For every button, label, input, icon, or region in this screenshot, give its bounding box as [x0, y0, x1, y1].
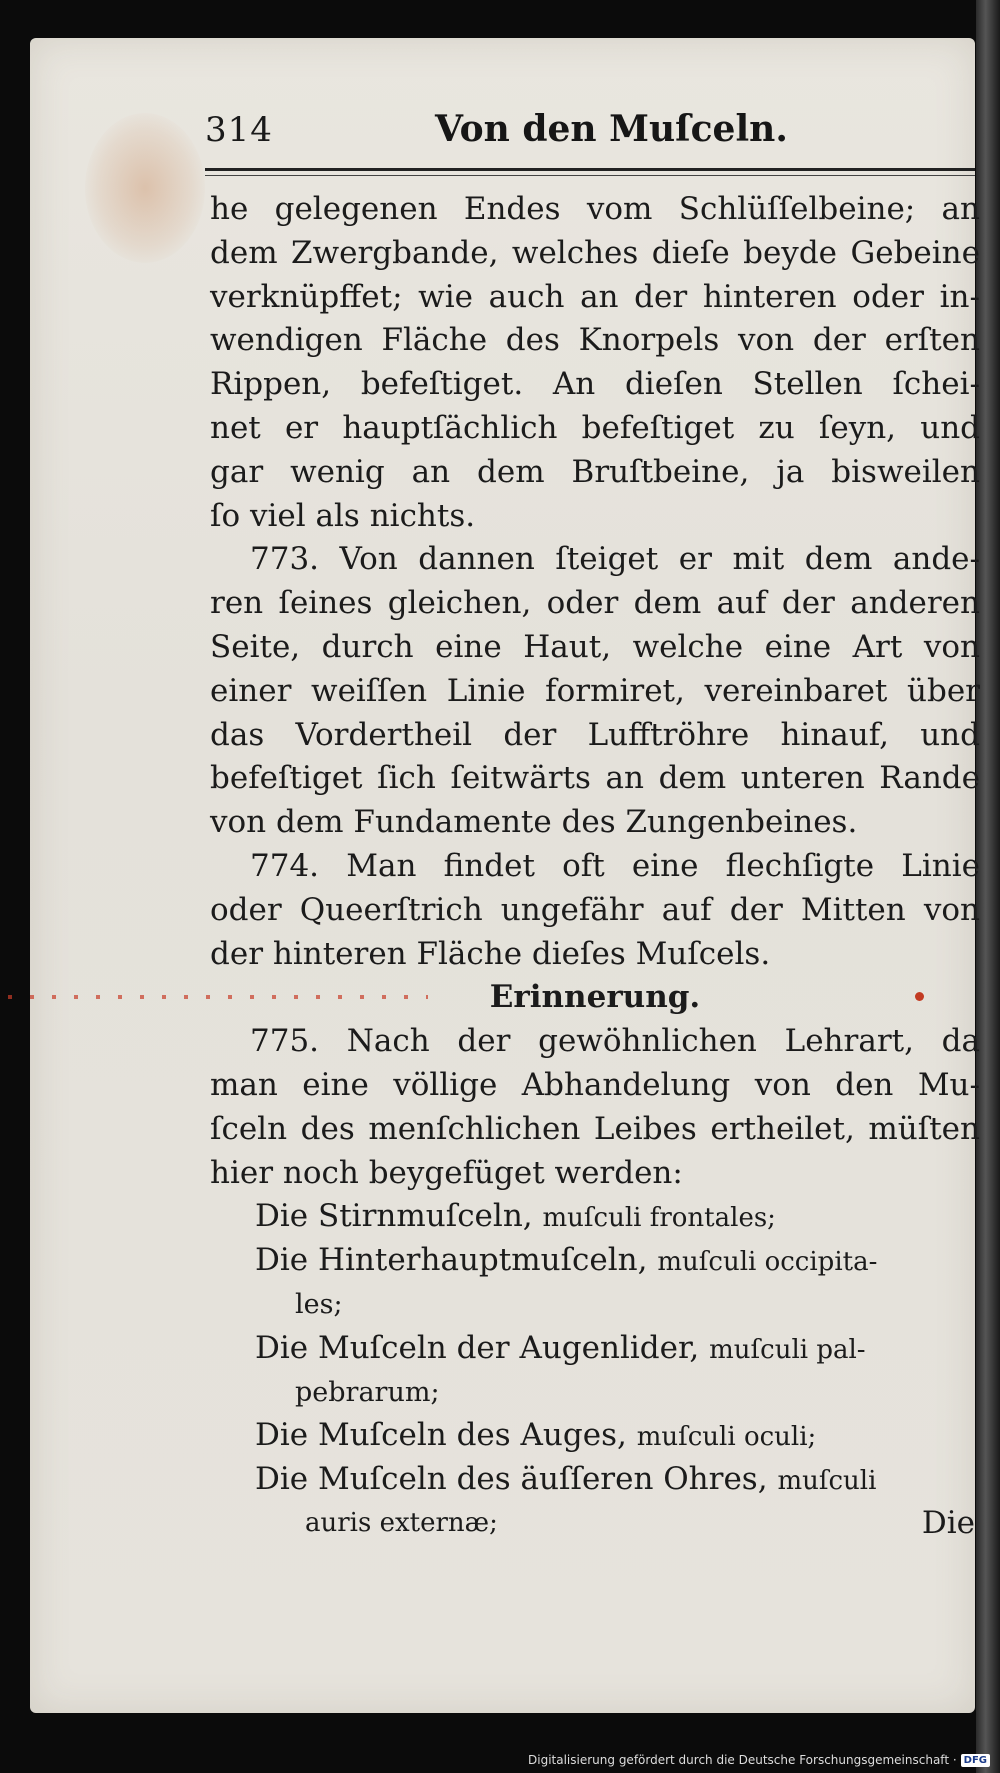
list-item-german: Die Muſceln des äuſſeren Ohres,: [255, 1461, 768, 1498]
list-item-continuation: pebrarum;: [295, 1376, 440, 1408]
text-line: wendigen Fläche des Knorpels von der erſten: [210, 322, 980, 359]
text-line: verknüpffet; wie auch an der hinteren oder in-: [210, 278, 980, 315]
list-item-continuation: les;: [295, 1288, 343, 1320]
text-line: der hinteren Fläche dieſes Muſcels.: [210, 935, 771, 972]
text-line: dem Zwergbande, welches dieſe beyde Gebeine: [210, 234, 980, 271]
digitization-footer: [528, 1753, 990, 1767]
paper-stain: [85, 113, 205, 263]
list-item-latin: muſculi frontales;: [542, 1203, 776, 1234]
text-line: man eine völlige Abhandelung von den Mu-: [210, 1066, 980, 1103]
list-item: [210, 1327, 980, 1371]
text-line: ſceln des menſchlichen Leibes ertheilet, müſten: [210, 1110, 980, 1147]
body-text: [210, 188, 980, 1546]
text-line: von dem Fundamente des Zungenbeines.: [210, 804, 858, 841]
text-line: hier noch beygefüget werden:: [210, 1154, 683, 1191]
header-rule: [205, 168, 975, 176]
paragraph-774: 774. Man findet oft eine flechſigte Linie: [250, 847, 980, 884]
list-item-cont-text: auris externæ;: [305, 1507, 498, 1538]
list-item: [210, 1458, 980, 1502]
running-title: Von den Muſceln.: [435, 108, 788, 150]
list-item-german: Die Hinterhauptmuſceln,: [255, 1242, 648, 1279]
text-line: Seite, durch eine Haut, welche eine Art von: [210, 628, 980, 665]
list-item-latin: muſculi pal-: [709, 1334, 866, 1365]
page-header: [205, 108, 975, 158]
text-line: das Vordertheil der Lufftröhre hinauf, und: [210, 716, 980, 753]
page-number: 314: [205, 110, 273, 150]
catchword: Die: [921, 1504, 975, 1541]
list-item: [210, 1195, 980, 1239]
text-line: gar wenig an dem Bruſtbeine, ja bisweilen: [210, 453, 980, 490]
text-line: oder Queerſtrich ungefähr auf der Mitten von: [210, 891, 980, 928]
red-dot-mark: [915, 992, 924, 1001]
list-item-latin: muſculi: [777, 1466, 877, 1497]
paragraph-773: 773. Von dannen ſteiget er mit dem ande-: [250, 541, 980, 578]
text-line: ren ſeines gleichen, oder dem auf der anderen: [210, 585, 980, 622]
section-heading: Erinnerung.: [489, 979, 701, 1016]
list-item-continuation: [210, 1502, 980, 1546]
list-item: [210, 1414, 980, 1458]
text-line: einer weiſſen Linie formiret, vereinbaret über: [210, 672, 980, 709]
list-item-german: Die Muſceln der Augenlider,: [255, 1329, 700, 1366]
text-line: he gelegenen Endes vom Schlüſſelbeine; an: [210, 191, 980, 227]
footer-credit: Digitalisierung gefördert durch die Deutsche Forschungsgemeinschaft ·: [528, 1753, 957, 1767]
dfg-logo: DFG: [961, 1754, 990, 1767]
list-item-latin: muſculi oculi;: [636, 1422, 817, 1453]
text-line: Rippen, befeſtiget. An dieſen Stellen ſchei-: [210, 366, 980, 403]
dotted-margin-mark: [8, 995, 428, 999]
paragraph-775: 775. Nach der gewöhnlichen Lehrart, da: [250, 1023, 980, 1060]
text-line: ſo viel als nichts.: [210, 497, 476, 534]
list-item-german: Die Muſceln des Auges,: [255, 1417, 627, 1454]
text-line: befeſtiget ſich ſeitwärts an dem unteren Rande: [210, 760, 980, 797]
list-item: [210, 1239, 980, 1283]
list-item-german: Die Stirnmuſceln,: [255, 1198, 533, 1235]
text-line: net er hauptſächlich befeſtiget zu ſeyn, und: [210, 409, 980, 446]
list-item-latin: muſculi occipita-: [657, 1247, 878, 1278]
